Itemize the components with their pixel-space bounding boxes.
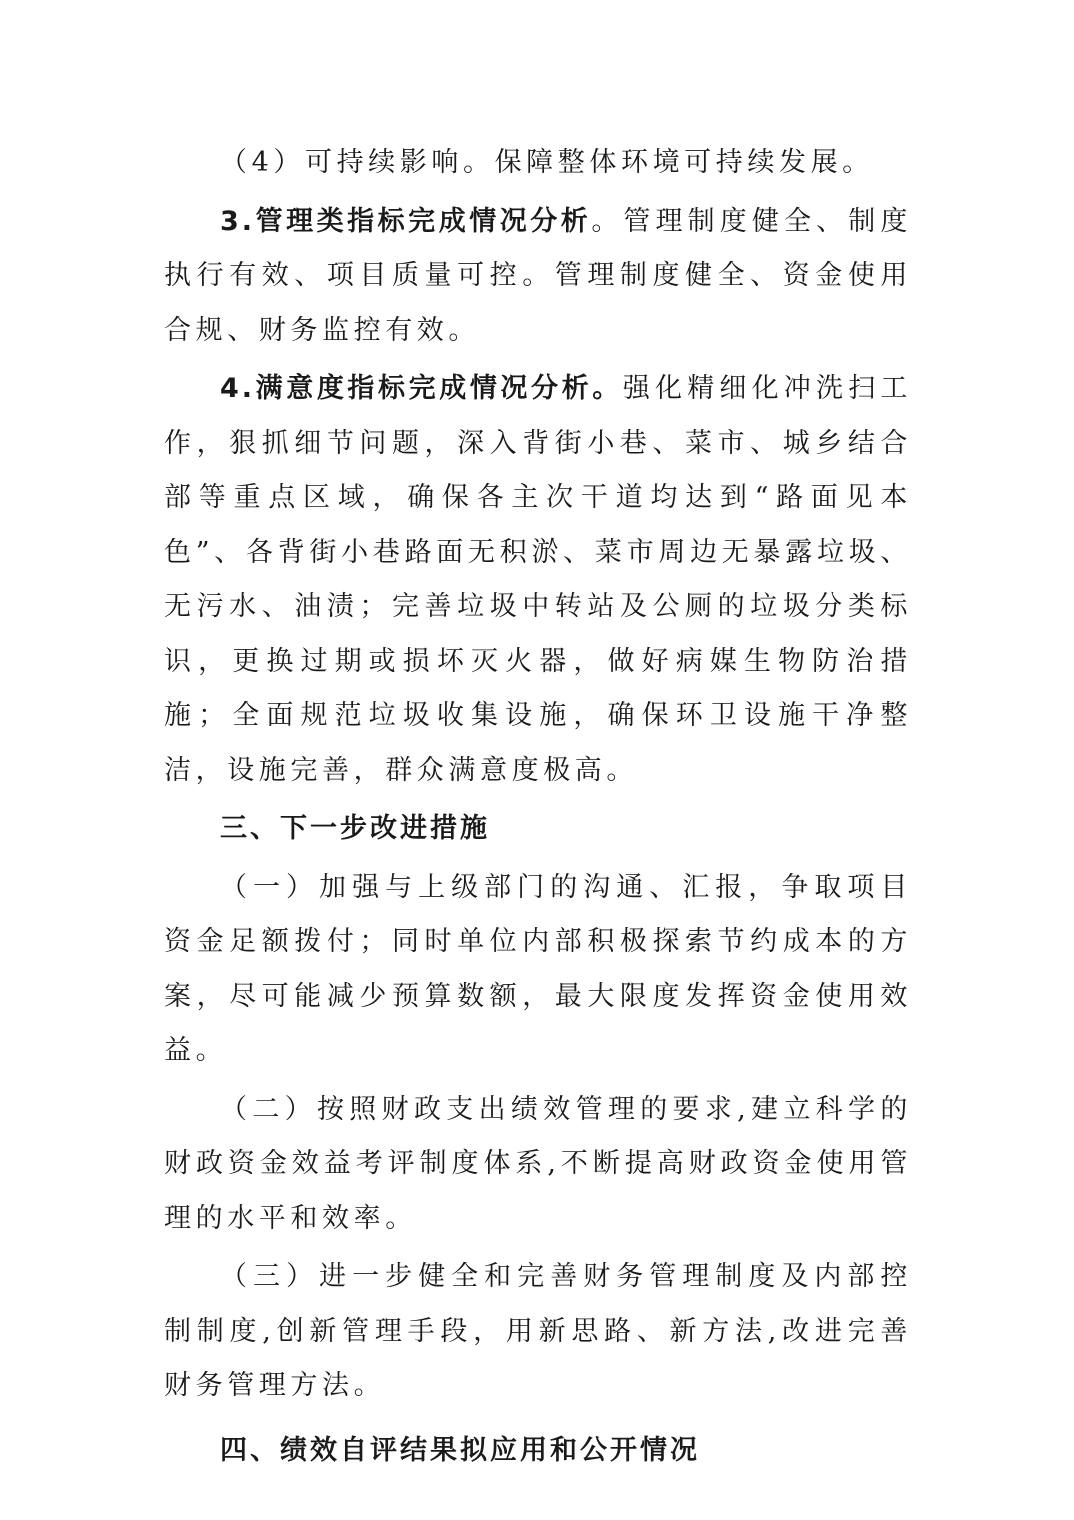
paragraph-satisfaction-indicators bbox=[164, 362, 912, 798]
paragraph-management-indicators bbox=[164, 195, 912, 359]
paragraph-lead-heading: 3.管理类指标完成情况分析 bbox=[220, 205, 592, 237]
paragraph-sustainable-impact bbox=[164, 136, 912, 191]
paragraph-text: 。管理制度健全、制度执行有效、项目质量可控。管理制度健全、资金使用合规、财务监控有效。 bbox=[164, 205, 913, 346]
paragraph-text: 强化精细化冲洗扫工作，狠抓细节问题，深入背街小巷、菜市、城乡结合部等重点区域，确保各主次干道均达到“路面见本色”、各背街小巷路面无积淤、菜市周边无暴露垃圾、无污水、油渍；完善垃圾中转站及公厕的垃圾分类标识，更换过期或损坏灭火器，做好病媒生物防治措施；全面规范垃圾收集设施，确保环卫设施干净整洁，设施完善，群众满意度极高。 bbox=[164, 373, 912, 786]
paragraph-text: （三）进一步健全和完善财务管理制度及内部控制制度,创新管理手段，用新思路、新方法,改进完善财务管理方法。 bbox=[164, 1261, 912, 1401]
paragraph-lead-heading: 4.满意度指标完成情况分析。 bbox=[220, 373, 623, 404]
paragraph-text: （4）可持续影响。保障整体环境可持续发展。 bbox=[220, 147, 874, 178]
section-heading-improvement-measures: 三、下一步改进措施 bbox=[220, 813, 490, 844]
section-heading-results-application: 四、绩效自评结果拟应用和公开情况 bbox=[220, 1434, 700, 1466]
paragraph-text: （二）按照财政支出绩效管理的要求,建立科学的财政资金效益考评制度体系,不断提高财政资金使用管理的水平和效率。 bbox=[164, 1093, 912, 1234]
paragraph-measure-one bbox=[164, 861, 912, 1079]
paragraph-measure-two bbox=[164, 1083, 912, 1247]
paragraph-text: （一）加强与上级部门的沟通、汇报，争取项目资金足额拨付；同时单位内部积极探索节约成本的方案，尽可能减少预算数额，最大限度发挥资金使用效益。 bbox=[164, 871, 912, 1066]
document-body bbox=[164, 136, 912, 1478]
paragraph-measure-three bbox=[164, 1250, 912, 1414]
